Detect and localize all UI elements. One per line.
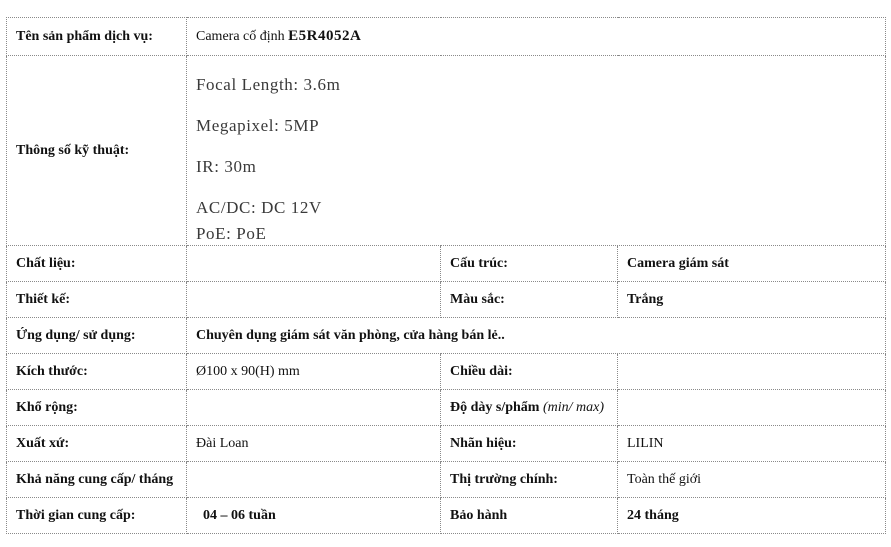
- product-name-value: [187, 18, 886, 56]
- thickness-label: [441, 390, 618, 426]
- spec-focal-length: Focal Length: 3.6m: [196, 75, 341, 94]
- supply-value: [187, 462, 441, 498]
- supply-row: [7, 462, 886, 498]
- brand-label: Nhãn hiệu:: [441, 426, 618, 462]
- origin-label: Xuất xứ:: [7, 426, 187, 462]
- spec-ir: IR: 30m: [196, 157, 257, 176]
- thickness-label-range: (min/ max): [542, 399, 605, 415]
- width-row: [7, 390, 886, 426]
- design-row: [7, 282, 886, 318]
- design-value: [187, 282, 441, 318]
- color-value: Trắng: [618, 282, 886, 318]
- application-label: Ứng dụng/ sử dụng:: [7, 318, 187, 354]
- length-label: Chiều dài:: [441, 354, 618, 390]
- structure-label: Cấu trúc:: [441, 246, 618, 282]
- design-label: Thiết kế:: [7, 282, 187, 318]
- size-row: [7, 354, 886, 390]
- color-label: Màu sắc:: [441, 282, 618, 318]
- origin-row: [7, 426, 886, 462]
- delivery-value: 04 – 06 tuần: [187, 498, 441, 534]
- market-label: Thị trường chính:: [441, 462, 618, 498]
- specs-value: [187, 56, 886, 246]
- origin-value: Đài Loan: [187, 426, 441, 462]
- width-value: [187, 390, 441, 426]
- spec-power: AC/DC: DC 12V: [196, 198, 322, 217]
- specs-row: [7, 56, 886, 246]
- product-name-row: [7, 18, 886, 56]
- delivery-label: Thời gian cung cấp:: [7, 498, 187, 534]
- warranty-label: Bảo hành: [441, 498, 618, 534]
- spec-poe: PoE: PoE: [196, 224, 267, 243]
- size-value: Ø100 x 90(H) mm: [187, 354, 441, 390]
- material-label: Chất liệu:: [7, 246, 187, 282]
- product-name-prefix: Camera cố định: [196, 29, 289, 44]
- supply-label: Khả năng cung cấp/ tháng: [7, 462, 187, 498]
- application-row: [7, 318, 886, 354]
- width-label: Khổ rộng:: [7, 390, 187, 426]
- thickness-label-text: Độ dày s/phẩm: [450, 399, 543, 415]
- size-label: Kích thước:: [7, 354, 187, 390]
- market-value: Toàn thế giới: [618, 462, 886, 498]
- product-model: E5R4052A: [288, 28, 362, 44]
- product-spec-table: [6, 17, 886, 534]
- delivery-row: [7, 498, 886, 534]
- material-value: [187, 246, 441, 282]
- product-name-label: Tên sản phẩm dịch vụ:: [7, 18, 187, 56]
- specs-label: Thông số kỹ thuật:: [7, 56, 187, 246]
- application-value: Chuyên dụng giám sát văn phòng, cửa hàng bán lẻ..: [187, 318, 886, 354]
- brand-value: LILIN: [618, 426, 886, 462]
- warranty-value: 24 tháng: [618, 498, 886, 534]
- spec-megapixel: Megapixel: 5MP: [196, 116, 320, 135]
- structure-value: Camera giám sát: [618, 246, 886, 282]
- thickness-value: [618, 390, 886, 426]
- length-value: [618, 354, 886, 390]
- material-row: [7, 246, 886, 282]
